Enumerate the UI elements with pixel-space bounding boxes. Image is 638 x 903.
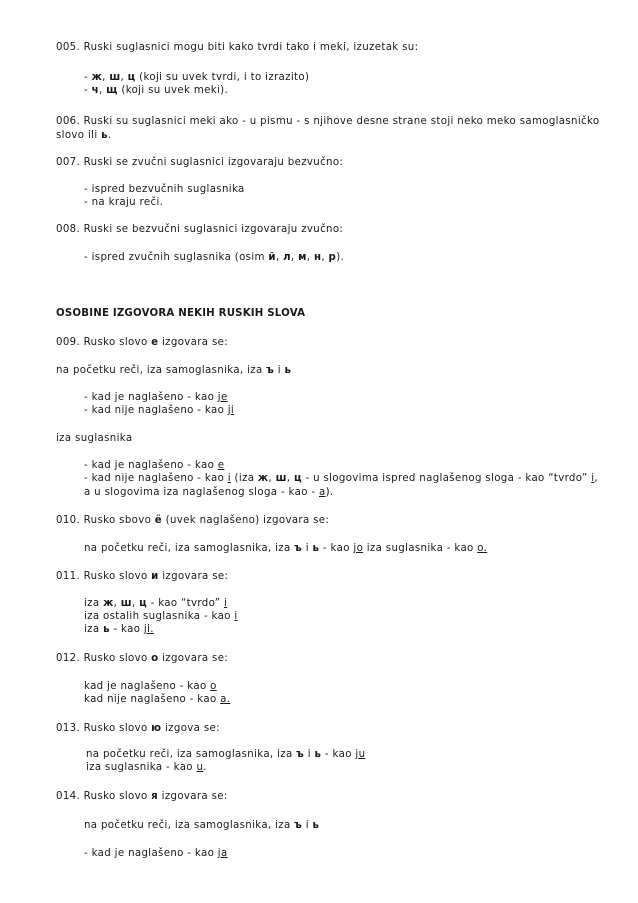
rule-007-item: [84, 183, 245, 196]
cyrillic-letter: ш: [275, 473, 287, 484]
pronunciation: ji: [227, 405, 235, 416]
text-run: ,: [290, 252, 299, 263]
text-run: - kad nije naglašeno - kao: [84, 473, 228, 484]
pronunciation: u: [196, 762, 204, 773]
cyrillic-letter: ч: [91, 85, 99, 96]
cyrillic-letter: щ: [106, 85, 118, 96]
cyrillic-letter: ь: [284, 365, 292, 376]
cyrillic-letter: ё: [154, 515, 163, 526]
text-run: ).: [336, 252, 345, 263]
rule-006: [56, 115, 599, 128]
cyrillic-letter: м: [298, 252, 307, 263]
rule-013-item: [86, 761, 207, 774]
text-run: -: [84, 85, 92, 96]
text-run: na početku reči, iza samoglasnika, iza: [84, 820, 295, 831]
cyrillic-letter: е: [151, 337, 159, 348]
rule-010: [56, 514, 329, 527]
pronunciation: a.: [220, 694, 231, 705]
cyrillic-letter: ь: [103, 624, 110, 635]
rule-012-item: [84, 693, 230, 706]
text-run: -: [84, 72, 92, 83]
text-run: izgovara se:: [158, 571, 229, 582]
text-run: 005. Ruski suglasnici mogu biti kako tvrdi tako i meki, izuzetak su:: [56, 42, 419, 53]
text-run: - kad nije naglašeno - kao: [84, 405, 228, 416]
rule-014-case: [84, 819, 319, 832]
rule-005: [56, 41, 418, 54]
pronunciation: ju: [355, 749, 366, 760]
text-run: (uvek naglašeno) izgovara se:: [162, 515, 330, 526]
text-run: - ispred bezvučnih suglasnika: [84, 184, 245, 195]
cyrillic-letter: р: [328, 252, 337, 263]
cyrillic-letter: ь: [314, 749, 322, 760]
cyrillic-letter: л: [283, 252, 291, 263]
text-run: na početku reči, iza samoglasnika, iza: [86, 749, 297, 760]
cyrillic-letter: ъ: [296, 749, 305, 760]
cyrillic-letter: ь: [312, 820, 320, 831]
text-run: 007. Ruski se zvučni suglasnici izgovaraju bezvučno:: [56, 157, 344, 168]
text-run: ,: [594, 473, 598, 484]
text-run: - kao: [319, 543, 354, 554]
rule-008: [56, 223, 343, 236]
cyrillic-letter: ц: [127, 72, 136, 83]
text-run: 006. Ruski su suglasnici meki ako - u pismu - s njihove desne strane stoji neko meko samoglasničko: [56, 116, 600, 127]
pronunciation: a: [319, 487, 326, 498]
rule-009-case: [56, 364, 291, 377]
rule-009-item: [84, 391, 228, 404]
text-run: iza ostalih suglasnika - kao: [84, 611, 235, 622]
text-run: ,: [306, 252, 314, 263]
text-run: kad je naglašeno - kao: [84, 681, 211, 692]
text-run: iza suglasnika - kao: [363, 543, 478, 554]
text-run: izgova se:: [161, 723, 220, 734]
text-run: - na kraju reči.: [84, 197, 164, 208]
text-run: a u slogovima iza naglašenog sloga - kao -: [84, 487, 320, 498]
pronunciation: ja: [217, 848, 228, 859]
text-run: - kad je naglašeno - kao: [84, 460, 218, 471]
rule-006-cont: [56, 129, 112, 142]
pronunciation: o.: [477, 543, 488, 554]
text-run: - kad je naglašeno - kao: [84, 392, 218, 403]
rule-012-item: [84, 680, 217, 693]
pronunciation: je: [217, 392, 228, 403]
text-run: .: [107, 130, 112, 141]
text-run: (koji su uvek meki).: [117, 85, 229, 96]
text-run: kad nije naglašeno - kao: [84, 694, 221, 705]
rule-009-case: [56, 432, 132, 445]
text-run: ,: [268, 473, 276, 484]
cyrillic-letter: о: [151, 653, 159, 664]
text-run: - ispred zvučnih suglasnika (osim: [84, 252, 269, 263]
text-run: iza: [84, 598, 104, 609]
rule-009-item: [84, 459, 224, 472]
text-run: (iza: [230, 473, 258, 484]
pronunciation: jo: [353, 543, 364, 554]
rule-011-item: [84, 597, 227, 610]
cyrillic-letter: ц: [293, 473, 302, 484]
text-run: ,: [275, 252, 284, 263]
cyrillic-letter: и: [151, 571, 159, 582]
text-run: izgovara se:: [158, 653, 229, 664]
text-run: ).: [325, 487, 334, 498]
text-run: i: [304, 749, 315, 760]
text-run: .: [203, 762, 207, 773]
text-run: 013. Rusko slovo: [56, 723, 152, 734]
rule-009-item: [84, 472, 598, 485]
text-run: 012. Rusko slovo: [56, 653, 152, 664]
cyrillic-letter: ъ: [266, 365, 275, 376]
text-run: ,: [113, 598, 121, 609]
cyrillic-letter: ж: [103, 598, 114, 609]
cyrillic-letter: й: [268, 252, 276, 263]
cyrillic-letter: я: [151, 791, 159, 802]
cyrillic-letter: ь: [101, 130, 108, 141]
text-run: - kad je naglašeno - kao: [84, 848, 218, 859]
pronunciation: o: [210, 681, 217, 692]
cyrillic-letter: ю: [151, 723, 162, 734]
text-run: iza suglasnika: [56, 433, 133, 444]
pronunciation: e: [217, 460, 225, 471]
text-run: slovo ili: [56, 130, 102, 141]
rule-014: [56, 790, 228, 803]
cyrillic-letter: ь: [312, 543, 320, 554]
rule-009: [56, 336, 228, 349]
text-run: na početku reči, iza samoglasnika, iza: [84, 543, 295, 554]
cyrillic-letter: ж: [91, 72, 103, 83]
rule-009-item: [84, 486, 334, 499]
text-run: izgovara se:: [158, 337, 229, 348]
text-run: ,: [102, 72, 110, 83]
cyrillic-letter: ж: [257, 473, 269, 484]
rule-005-item: [84, 71, 309, 84]
cyrillic-letter: н: [313, 252, 322, 263]
cyrillic-letter: ш: [109, 72, 121, 83]
text-run: izgovara se:: [158, 791, 228, 802]
rule-014-item: [84, 847, 228, 860]
rule-011-item: [84, 610, 238, 623]
cyrillic-letter: ъ: [294, 543, 303, 554]
rule-009-item: [84, 404, 234, 417]
text-run: 009. Rusko slovo: [56, 337, 152, 348]
text-run: na početku reči, iza samoglasnika, iza: [56, 365, 267, 376]
text-run: (koji su uvek tvrdi, i to izrazito): [135, 72, 310, 83]
section-heading: [56, 307, 305, 320]
text-run: ,: [120, 72, 128, 83]
text-run: - kao: [109, 624, 144, 635]
rule-013: [56, 722, 220, 735]
rule-011-item: [84, 623, 154, 636]
rule-008-item: [84, 251, 344, 264]
text-run: 008. Ruski se bezvučni suglasnici izgovaraju zvučno:: [56, 224, 344, 235]
rule-010-item: [84, 542, 487, 555]
rule-007-item: [84, 196, 163, 209]
pronunciation: i: [227, 473, 231, 484]
rule-007: [56, 156, 343, 169]
rule-011: [56, 570, 228, 583]
text-run: iza suglasnika - kao: [86, 762, 197, 773]
text-run: 011. Rusko slovo: [56, 571, 152, 582]
cyrillic-letter: ц: [139, 598, 148, 609]
cyrillic-letter: ш: [120, 598, 132, 609]
rule-013-item: [86, 748, 365, 761]
text-run: ,: [98, 85, 107, 96]
text-run: i: [302, 820, 313, 831]
pronunciation: i: [224, 598, 228, 609]
text-run: 010. Rusko sbovo: [56, 515, 155, 526]
text-run: 014. Rusko slovo: [56, 791, 152, 802]
text-run: ,: [286, 473, 294, 484]
pronunciation: ji.: [143, 624, 154, 635]
rule-005-item: [84, 84, 228, 97]
text-run: iza: [84, 624, 104, 635]
text-run: - kao “tvrdo”: [147, 598, 225, 609]
pronunciation: i: [591, 473, 595, 484]
rule-012: [56, 652, 228, 665]
text-run: ,: [131, 598, 140, 609]
text-run: ,: [321, 252, 329, 263]
text-run: i: [274, 365, 285, 376]
pronunciation: i: [234, 611, 238, 622]
cyrillic-letter: ъ: [294, 820, 303, 831]
text-run: OSOBINE IZGOVORA NEKIH RUSKIH SLOVA: [56, 308, 306, 319]
text-run: - kao: [321, 749, 356, 760]
text-run: i: [302, 543, 313, 554]
text-run: - u slogovima ispred naglašenog sloga - kao “tvrdo”: [301, 473, 592, 484]
